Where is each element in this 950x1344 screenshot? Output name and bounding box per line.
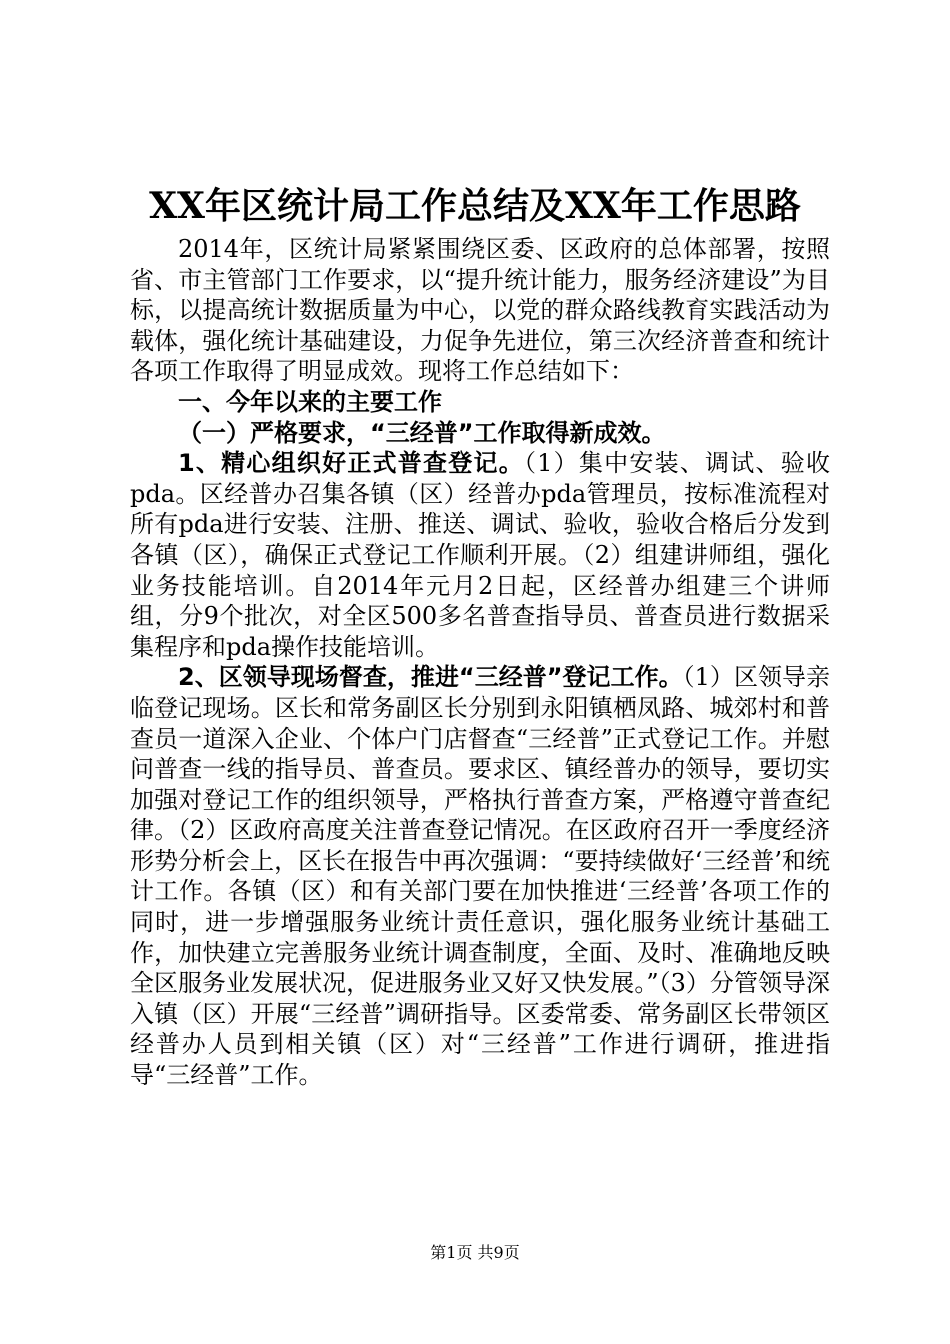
document-title: XX年区统计局工作总结及XX年工作思路 <box>149 185 801 227</box>
paragraph-1-lead: 1、精心组织好正式普查登记。 <box>178 449 524 478</box>
paragraph-1 <box>130 448 830 662</box>
paragraph-2 <box>130 662 830 1090</box>
document-body <box>130 234 830 1091</box>
section-heading: 一、今年以来的主要工作 <box>178 387 442 416</box>
paragraph-1-text: （1）集中安装、调试、验收pda。区经普办召集各镇（区）经普办pda管理员，按标准流程对所有pda进行安装、注册、推送、调试、验收，验收合格后分发到各镇（区），确保正式登记工作顺利开展。（2）组建讲师组，强化业务技能培训。自2014年元月2日起，区经普办组建三个讲师组，分9个批次，对全区500多名普查指导员、普查员进行数据采集程序和pda操作技能培训。 <box>130 449 830 661</box>
page-footer: 第1页 共9页 <box>430 1243 520 1262</box>
paragraph-2-lead: 2、区领导现场督查，推进“三经普”登记工作。 <box>178 663 683 692</box>
paragraph-2-text: （1）区领导亲临登记现场。区长和常务副区长分别到永阳镇栖凤路、城郊村和普查员一道深入企业、个体户门店督查“三经普”正式登记工作。并慰问普查一线的指导员、普查员。要求区、镇经普办的领导，要切实加强对登记工作的组织领导，严格执行普查方案，严格遵守普查纪律。（2）区政府高度关注普查登记情况。在区政府召开一季度经济形势分析会上，区长在报告中再次强调：“要持续做好‘三经普’和统计工作。各镇（区）和有关部门要在加快推进‘三经普’各项工作的同时，进一步增强服务业统计责任意识，强化服务业统计基础工作，加快建立完善服务业统计调查制度，全面、及时、准确地反映全区服务业发展状况，促进服务业又好又快发展。”（3）分管领导深入镇（区）开展“三经普”调研指导。区委常委、常务副区长带领区经普办人员到相关镇（区）对“三经普”工作进行调研，推进指导“三经普”工作。 <box>130 663 830 1090</box>
intro-paragraph: 2014年，区统计局紧紧围绕区委、区政府的总体部署，按照省、市主管部门工作要求，以“提升统计能力，服务经济建设”为目标，以提高统计数据质量为中心，以党的群众路线教育实践活动为载体，强化统计基础建设，力促争先进位，第三次经济普查和统计各项工作取得了明显成效。现将工作总结如下： <box>130 235 830 386</box>
subsection-heading: （一）严格要求，“三经普”工作取得新成效。 <box>178 418 666 447</box>
